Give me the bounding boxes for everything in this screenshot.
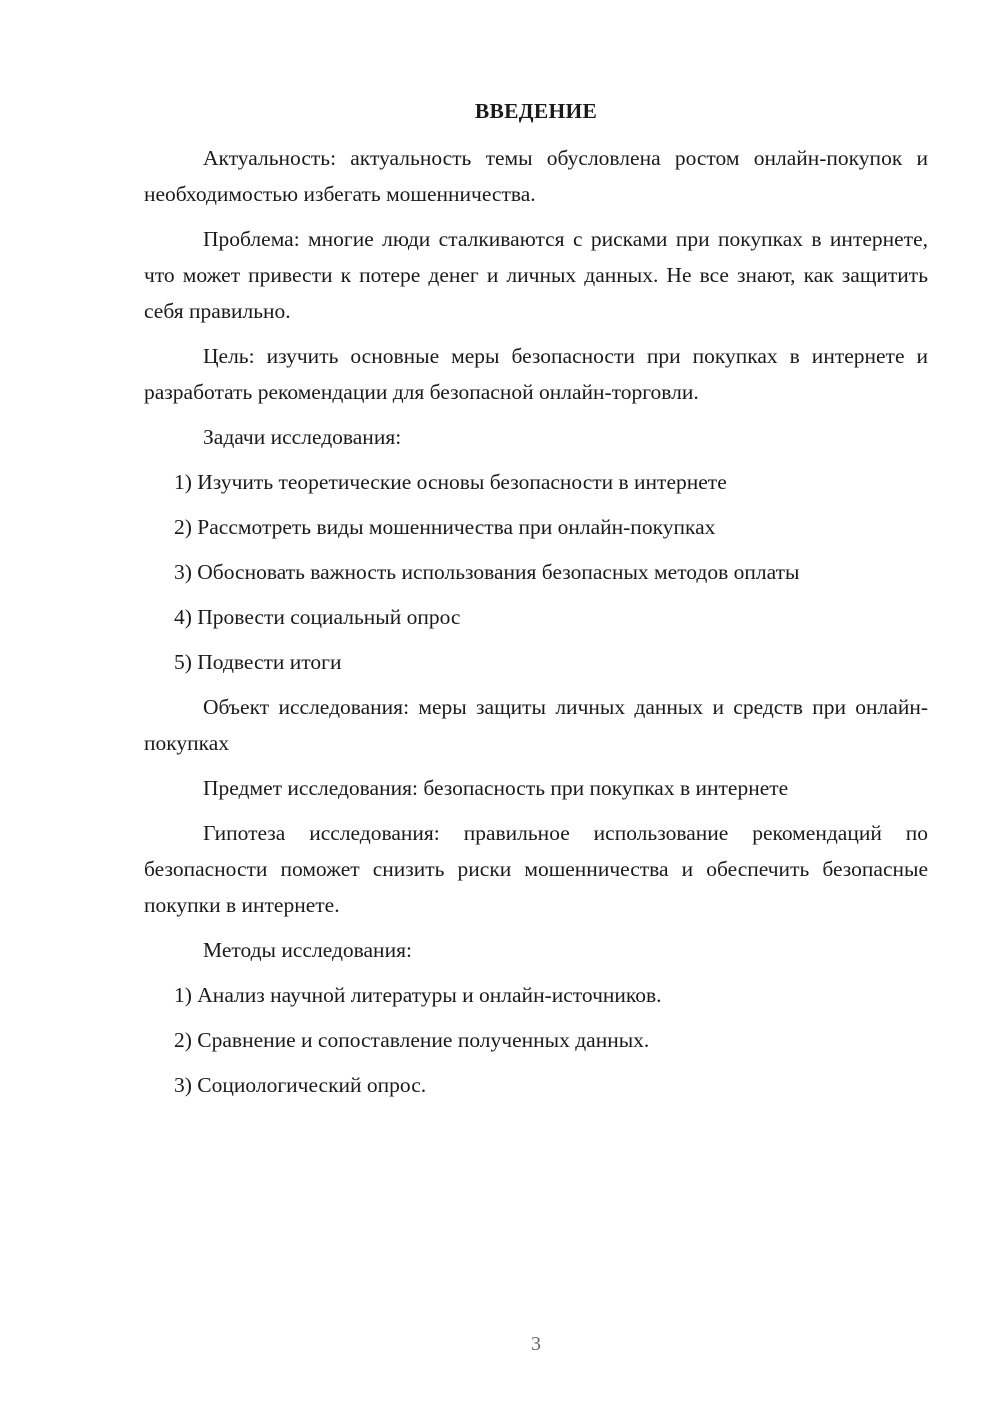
methods-list: [144, 977, 928, 1103]
task-item: 5) Подвести итоги: [174, 650, 342, 674]
document-page: [144, 96, 928, 1112]
paragraph-goal: Цель: изучить основные меры безопасности при покупках в интернете и разработать рекомендации для безопасной онлайн-торговли.: [144, 344, 928, 404]
task-item: 3) Обосновать важность использования безопасных методов оплаты: [174, 560, 800, 584]
methods-heading: Методы исследования:: [203, 938, 412, 962]
paragraph-problem: Проблема: многие люди сталкиваются с рисками при покупках в интернете, что может привести к потере денег и личных данных. Не все знают, как защитить себя правильно.: [144, 227, 928, 323]
method-item: 1) Анализ научной литературы и онлайн-источников.: [174, 983, 662, 1007]
section-title: ВВЕДЕНИЕ: [474, 99, 598, 123]
method-item: 2) Сравнение и сопоставление полученных данных.: [174, 1028, 650, 1052]
task-item: 1) Изучить теоретические основы безопасности в интернете: [174, 470, 727, 494]
paragraph-hypothesis: Гипотеза исследования: правильное использование рекомендаций по безопасности поможет снизить риски мошенничества и обеспечить безопасные покупки в интернете.: [144, 821, 928, 917]
task-item: 2) Рассмотреть виды мошенничества при онлайн-покупках: [174, 515, 716, 539]
tasks-list: [144, 464, 928, 680]
page-number: 3: [531, 1333, 541, 1355]
paragraph-object: Объект исследования: меры защиты личных данных и средств при онлайн-покупках: [144, 695, 928, 755]
paragraph-relevance: Актуальность: актуальность темы обусловлена ростом онлайн-покупок и необходимостью избегать мошенничества.: [144, 146, 928, 206]
task-item: 4) Провести социальный опрос: [174, 605, 461, 629]
paragraph-subject: Предмет исследования: безопасность при покупках в интернете: [203, 776, 789, 800]
method-item: 3) Социологический опрос.: [174, 1073, 427, 1097]
tasks-heading: Задачи исследования:: [203, 425, 402, 449]
